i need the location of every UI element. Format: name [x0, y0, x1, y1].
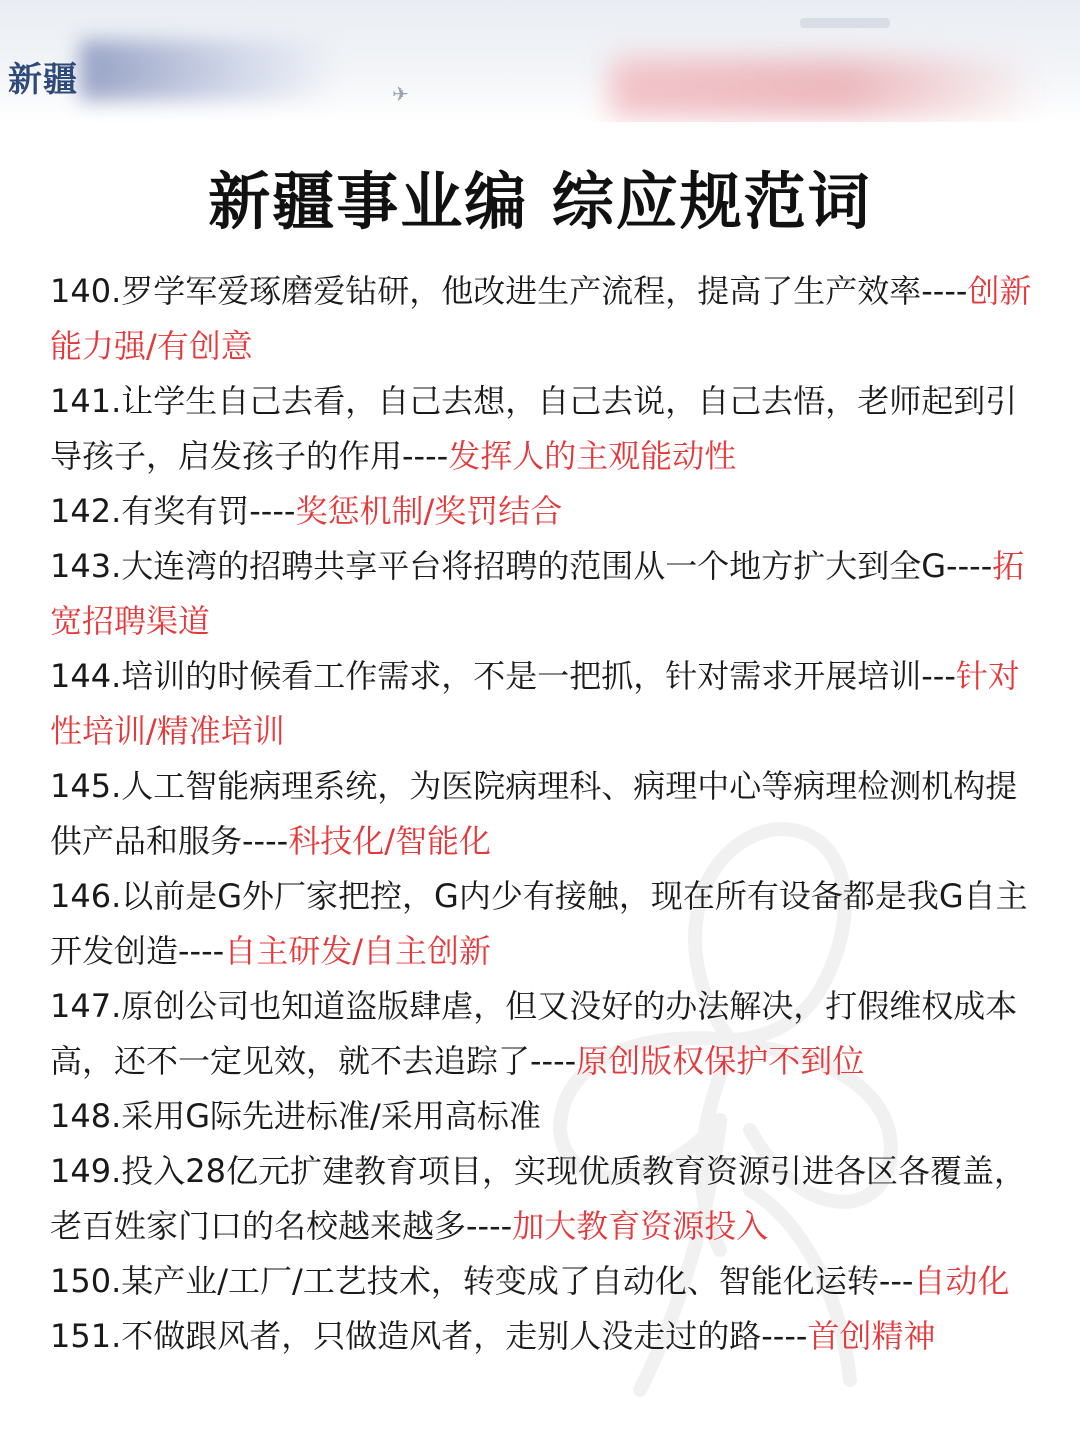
entry-answer: 加大教育资源投入	[512, 1207, 769, 1245]
entry-answer: 原创版权保护不到位	[576, 1042, 865, 1080]
entry-text: 148.采用G际先进标准/采用高标准	[50, 1097, 541, 1135]
entry-147	[50, 979, 1040, 1089]
entry-text: 144.培训的时候看工作需求，不是一把抓，针对需求开展培训---	[50, 657, 956, 695]
entry-text: 149.投入28亿元扩建教育项目，实现优质教育资源引进各区各覆盖，老百姓家门口的名校越来越多----	[50, 1152, 1026, 1245]
entry-text: 145.人工智能病理系统，为医院病理科、病理中心等病理检测机构提供产品和服务----	[50, 767, 1018, 860]
page-title: 新疆事业编 综应规范词	[208, 165, 872, 238]
entry-answer: 科技化/智能化	[288, 822, 491, 860]
entry-150	[50, 1254, 1040, 1309]
entry-146	[50, 869, 1040, 979]
entry-answer: 创新能力强/有创意	[50, 272, 1032, 365]
entry-answer: 发挥人的主观能动性	[448, 437, 737, 475]
entry-149	[50, 1144, 1040, 1254]
entry-text: 142.有奖有罚----	[50, 492, 296, 530]
entry-answer: 首创精神	[807, 1317, 936, 1355]
entry-text: 150.某产业/工厂/工艺技术，转变成了自动化、智能化运转---	[50, 1262, 914, 1300]
entry-140	[50, 264, 1040, 374]
entry-text: 140.罗学军爱琢磨爱钻研，他改进生产流程，提高了生产效率----	[50, 272, 968, 310]
entry-text: 146.以前是G外厂家把控，G内少有接触，现在所有设备都是我G自主开发创造----	[50, 877, 1028, 970]
bird-icon: ✈	[392, 82, 409, 106]
entry-143	[50, 539, 1040, 649]
banner-brand: 新疆	[8, 60, 78, 100]
banner-decoration-stripe	[800, 18, 890, 28]
entry-answer: 针对性培训/精准培训	[50, 657, 1020, 750]
entry-142	[50, 484, 1040, 539]
entry-144	[50, 649, 1040, 759]
entry-text: 141.让学生自己去看，自己去想，自己去说，自己去悟，老师起到引导孩子，启发孩子的作用----	[50, 382, 1018, 475]
header-banner	[0, 0, 1080, 122]
entry-text: 143.大连湾的招聘共享平台将招聘的范围从一个地方扩大到全G----	[50, 547, 993, 585]
entry-list	[50, 264, 1040, 1364]
blurred-banner-text	[80, 40, 340, 100]
entry-answer: 自主研发/自主创新	[224, 932, 491, 970]
entry-text: 151.不做跟风者，只做造风者，走别人没走过的路----	[50, 1317, 808, 1355]
entry-text: 147.原创公司也知道盗版肆虐，但又没好的办法解决，打假维权成本高，还不一定见效，就不去追踪了----	[50, 987, 1018, 1080]
entry-151	[50, 1309, 1040, 1364]
entry-145	[50, 759, 1040, 869]
entry-answer: 自动化	[913, 1262, 1010, 1300]
entry-answer: 拓宽招聘渠道	[50, 547, 1025, 640]
entry-141	[50, 374, 1040, 484]
blurred-banner-decoration	[610, 58, 1030, 118]
entry-answer: 奖惩机制/奖罚结合	[295, 492, 563, 530]
entry-148	[50, 1089, 1040, 1144]
